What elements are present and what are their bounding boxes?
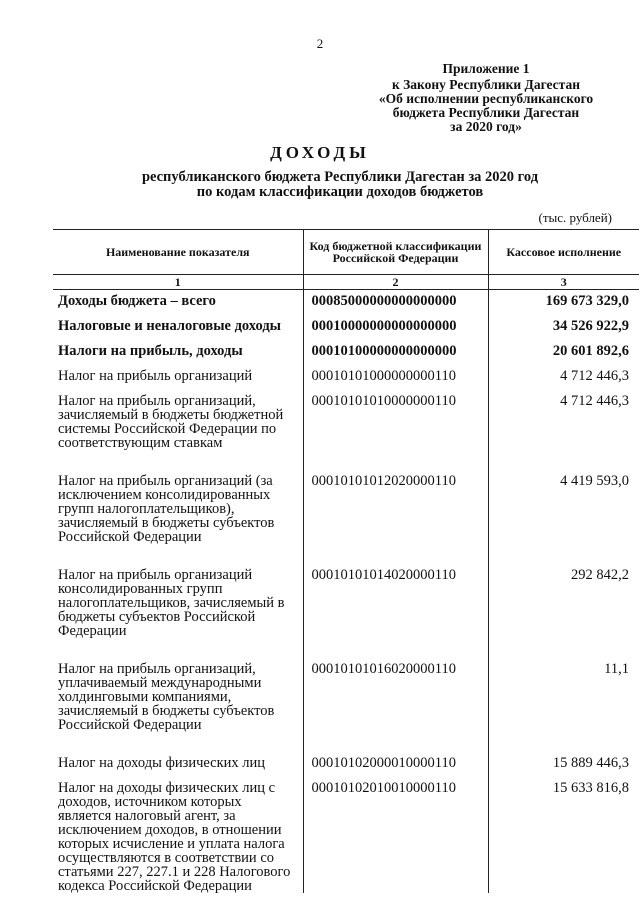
row-amount-cell: 20 601 892,6	[488, 340, 639, 365]
row-amount-cell: 15 633 816,8	[488, 777, 639, 893]
table-row	[53, 777, 639, 893]
row-amount-cell: 11,1	[488, 658, 639, 752]
appendix-line: бюджета Республики Дагестан	[392, 105, 580, 120]
row-code-cell: 00010101000000000110	[303, 365, 488, 390]
row-name-cell: Налог на прибыль организаций, уплачиваемый международными холдинговыми компаниями, зачисляемый в бюджеты субъектов Российской Федерации	[58, 661, 275, 733]
row-amount-cell: 15 889 446,3	[488, 752, 639, 777]
row-name-cell: Налог на прибыль организаций, зачисляемый в бюджеты бюджетной системы Российской Федерации по соответствующим ставкам	[58, 393, 284, 451]
table-row	[53, 390, 639, 470]
table-row	[53, 564, 639, 658]
table-row	[53, 752, 639, 777]
row-amount-cell: 4 419 593,0	[488, 470, 639, 564]
row-name-cell: Налоговые и неналоговые доходы	[58, 318, 281, 334]
row-name-cell: Налог на доходы физических лиц с доходов, источником которых является налоговый агент, за исключением доходов, в отношении которых исчисление и уплата налога осуществляются в соответствии со статьями 227, 227.1 и 228 Налогового кодекса Российской Федерации	[58, 780, 291, 894]
table-row	[53, 658, 639, 752]
table-row	[53, 470, 639, 564]
appendix-line: к Закону Республики Дагестан	[391, 77, 580, 92]
appendix-line: «Об исполнении республиканского	[378, 91, 594, 106]
table-row	[53, 315, 639, 340]
column-number: 1	[53, 275, 303, 290]
column-number: 3	[488, 275, 639, 290]
page-number: 2	[316, 36, 324, 51]
revenue-table	[53, 229, 639, 893]
table-row	[53, 290, 639, 316]
row-amount-cell: 169 673 329,0	[488, 290, 639, 316]
document-subtitle	[60, 170, 620, 200]
row-amount-cell: 34 526 922,9	[488, 315, 639, 340]
column-header-name: Наименование показателя	[53, 230, 303, 275]
units-label: (тыс. рублей)	[538, 210, 612, 225]
column-number-row	[53, 275, 639, 290]
row-name-cell: Налог на прибыль организаций	[58, 368, 253, 384]
row-name-cell: Налог на прибыль организаций консолидированных групп налогоплательщиков, зачисляемый в бюджеты субъектов Российской Федерации	[58, 567, 285, 639]
row-code-cell: 00085000000000000000	[303, 290, 488, 316]
table-row	[53, 340, 639, 365]
row-name-cell: Доходы бюджета – всего	[58, 293, 216, 309]
subtitle-line: по кодам классификации доходов бюджетов	[196, 184, 484, 200]
row-code-cell: 00010102010010000110	[303, 777, 488, 893]
column-header-code: Код бюджетной классификации Российской Федерации	[303, 230, 488, 275]
appendix-line: за 2020 год»	[450, 119, 522, 134]
row-name-cell: Налог на прибыль организаций (за исключением консолидированных групп налогоплательщиков), зачисляемый в бюджеты субъектов Российской Федерации	[58, 473, 275, 545]
row-code-cell: 00010101016020000110	[303, 658, 488, 752]
column-number: 2	[303, 275, 488, 290]
row-name-cell: Налог на доходы физических лиц	[58, 755, 266, 771]
row-amount-cell: 4 712 446,3	[488, 365, 639, 390]
subtitle-line: республиканского бюджета Республики Дагестан за 2020 год	[141, 169, 539, 185]
row-code-cell: 00010101010000000110	[303, 390, 488, 470]
row-code-cell: 00010000000000000000	[303, 315, 488, 340]
table-row	[53, 365, 639, 390]
row-amount-cell: 292 842,2	[488, 564, 639, 658]
row-amount-cell: 4 712 446,3	[488, 390, 639, 470]
row-code-cell: 00010100000000000000	[303, 340, 488, 365]
row-name-cell: Налоги на прибыль, доходы	[58, 343, 243, 359]
row-code-cell: 00010101014020000110	[303, 564, 488, 658]
column-header-amount: Кассовое исполнение	[488, 230, 639, 275]
document-title: ДОХОДЫ	[270, 143, 370, 162]
row-code-cell: 00010102000010000110	[303, 752, 488, 777]
row-code-cell: 00010101012020000110	[303, 470, 488, 564]
appendix-block	[366, 62, 606, 134]
appendix-title: Приложение 1	[442, 61, 530, 76]
